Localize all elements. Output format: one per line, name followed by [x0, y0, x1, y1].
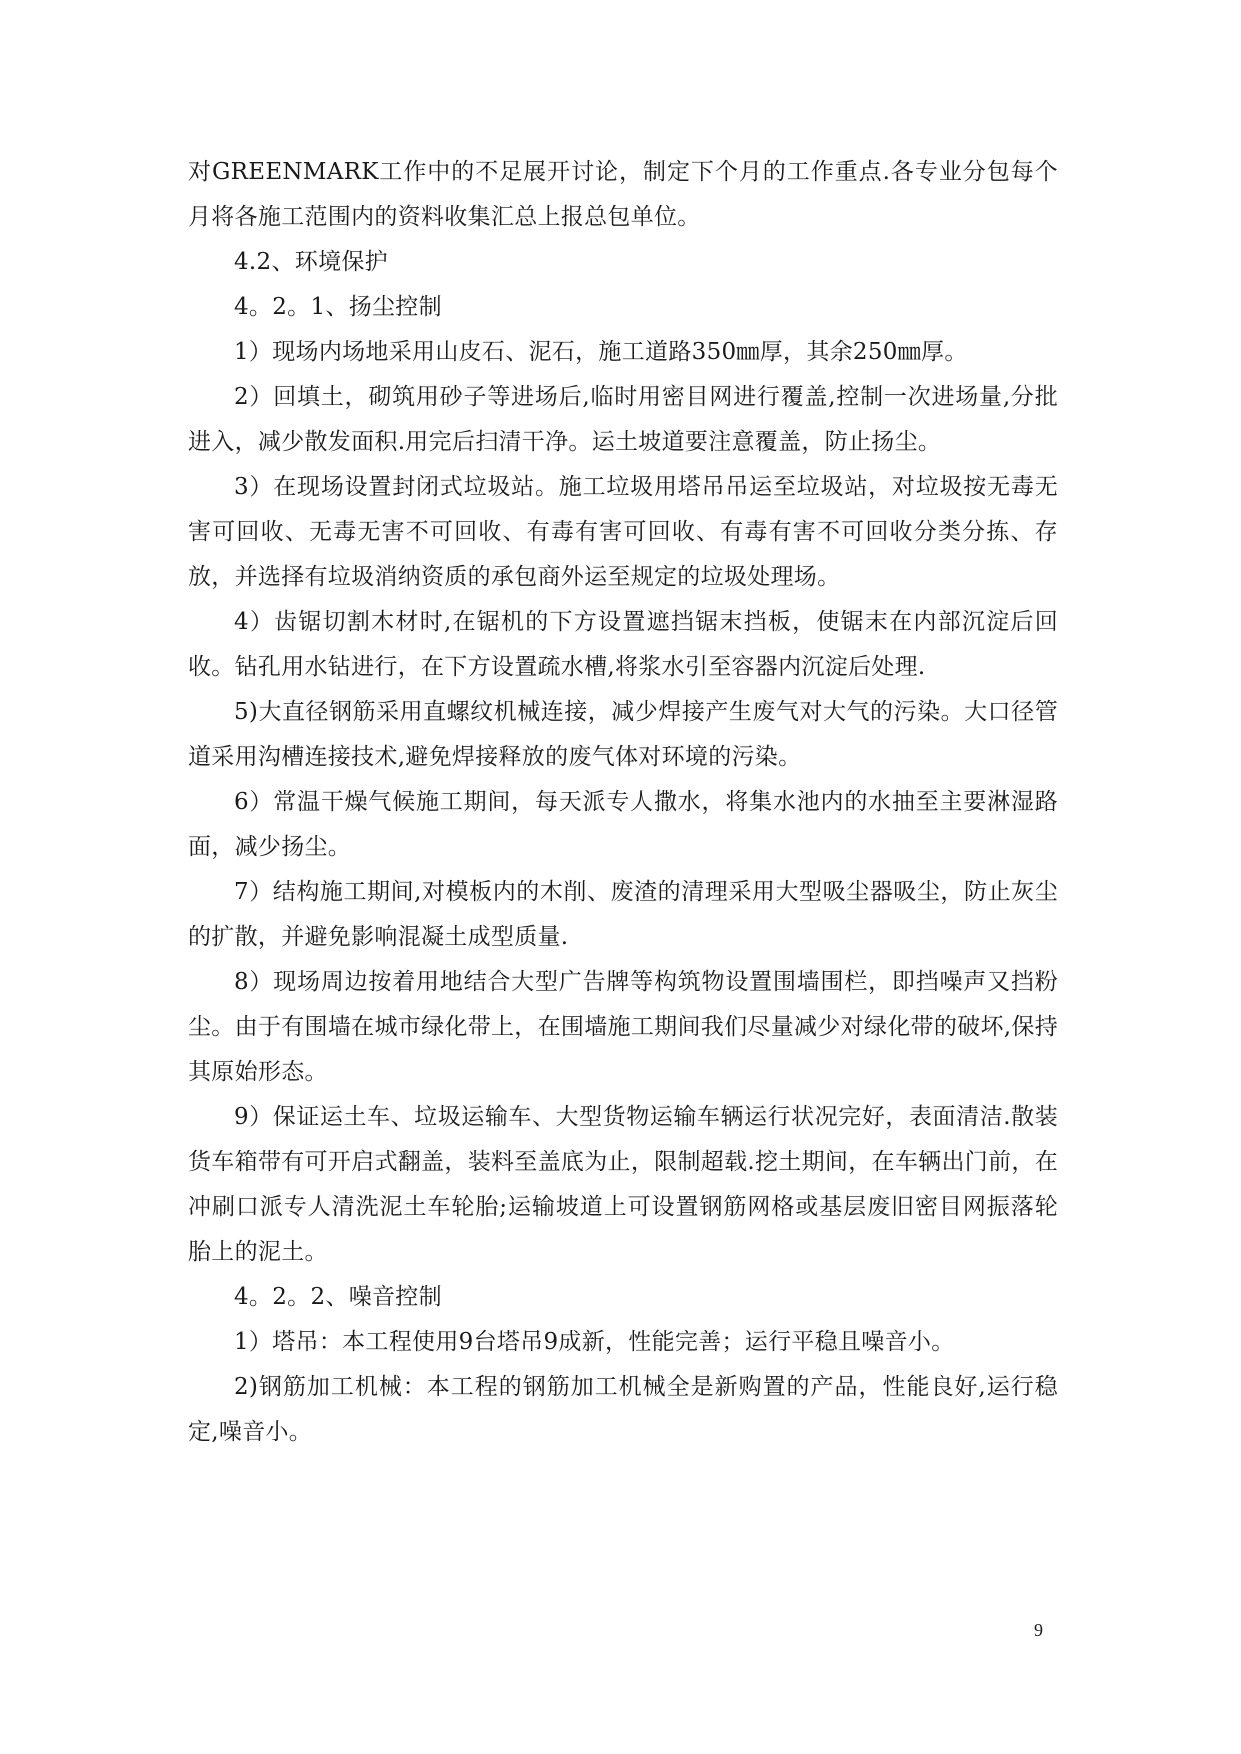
paragraph-item-8: 8）现场周边按着用地结合大型广告牌等构筑物设置围墙围栏，即挡噪声又挡粉尘。由于有围墙在城市绿化带上，在围墙施工期间我们尽量减少对绿化带的破坏,保持其原始形态。	[188, 969, 1058, 1085]
paragraph-noise-item-2: 2)钢筋加工机械：本工程的钢筋加工机械全是新购置的产品，性能良好,运行稳定,噪音小。	[188, 1374, 1058, 1445]
paragraph-noise-item-1: 1）塔吊：本工程使用9台塔吊9成新，性能完善；运行平稳且噪音小。	[234, 1329, 955, 1355]
document-body	[188, 150, 1058, 1455]
paragraph-continuation: 对GREENMARK工作中的不足展开讨论，制定下个月的工作重点.各专业分包每个月将各施工范围内的资料收集汇总上报总包单位。	[188, 159, 1058, 230]
paragraph-item-4: 4）齿锯切割木材时,在锯机的下方设置遮挡锯末挡板，使锯末在内部沉淀后回收。钻孔用水钻进行，在下方设置疏水槽,将浆水引至容器内沉淀后处理.	[188, 609, 1058, 680]
subsection-heading-dust-control: 4。2。1、扬尘控制	[234, 294, 442, 320]
paragraph-item-5: 5)大直径钢筋采用直螺纹机械连接，减少焊接产生废气对大气的污染。大口径管道采用沟槽连接技术,避免焊接释放的废气体对环境的污染。	[188, 699, 1058, 770]
subsection-heading-noise-control: 4。2。2、噪音控制	[234, 1284, 442, 1310]
paragraph-item-3: 3）在现场设置封闭式垃圾站。施工垃圾用塔吊吊运至垃圾站，对垃圾按无毒无害可回收、无毒无害不可回收、有毒有害可回收、有毒有害不可回收分类分拣、存放，并选择有垃圾消纳资质的承包商外运至规定的垃圾处理场。	[188, 474, 1058, 590]
paragraph-item-6: 6）常温干燥气候施工期间，每天派专人撒水，将集水池内的水抽至主要淋湿路面，减少扬尘。	[188, 789, 1058, 860]
page-number: 9	[1034, 1620, 1043, 1640]
section-heading-environmental-protection: 4.2、环境保护	[234, 249, 388, 275]
paragraph-item-2: 2）回填土，砌筑用砂子等进场后,临时用密目网进行覆盖,控制一次进场量,分批进入，减少散发面积.用完后扫清干净。运土坡道要注意覆盖，防止扬尘。	[188, 384, 1058, 455]
paragraph-item-9: 9）保证运土车、垃圾运输车、大型货物运输车辆运行状况完好，表面清洁.散装货车箱带有可开启式翻盖，装料至盖底为止，限制超载.挖土期间，在车辆出门前，在冲刷口派专人清洗泥土车轮胎;运输坡道上可设置钢筋网格或基层废旧密目网振落轮胎上的泥土。	[188, 1104, 1058, 1265]
paragraph-item-7: 7）结构施工期间,对模板内的木削、废渣的清理采用大型吸尘器吸尘，防止灰尘的扩散，并避免影响混凝土成型质量.	[188, 879, 1058, 950]
paragraph-item-1: 1）现场内场地采用山皮石、泥石，施工道路350㎜厚，其余250㎜厚。	[234, 339, 968, 365]
